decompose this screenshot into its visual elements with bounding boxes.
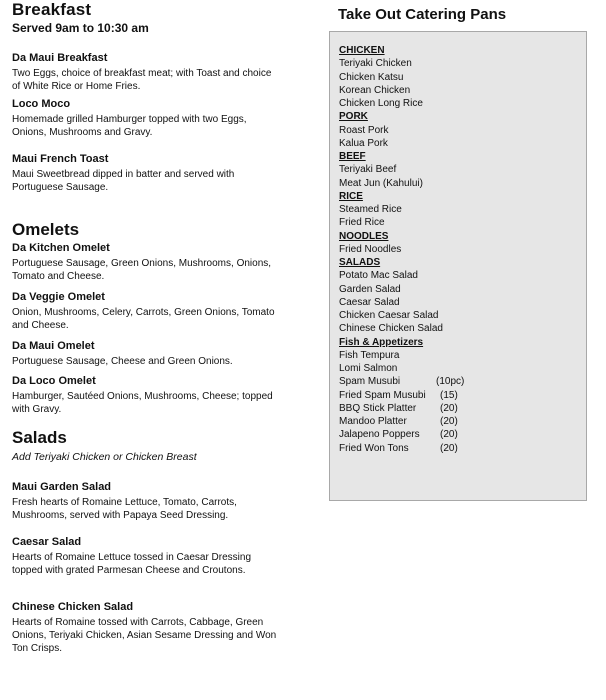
catering-item: Teriyaki Beef: [339, 164, 397, 176]
menu-item-desc: Homemade grilled Hamburger topped with two Eggs, Onions, Mushrooms and Gravy.: [12, 114, 247, 138]
catering-item: Fish Tempura: [339, 349, 400, 361]
catering-item: Meat Jun (Kahului): [339, 177, 423, 189]
menu-item-desc: Maui Sweetbread dipped in batter and served with Portuguese Sausage.: [12, 169, 235, 193]
catering-item: Kalua Pork: [339, 137, 388, 149]
menu-item-name: Maui Garden Salad: [12, 481, 112, 493]
catering-category-heading: SALADS: [339, 257, 381, 268]
catering-item-quantity: (20): [440, 442, 458, 454]
catering-item: Teriyaki Chicken: [339, 58, 412, 70]
catering-item: Fried Spam Musubi: [339, 389, 426, 401]
menu-item-desc: Hearts of Romaine Lettuce tossed in Caesar Dressing topped with grated Parmesan Cheese and Croutons.: [12, 552, 252, 576]
catering-category-heading: RICE: [339, 190, 363, 202]
catering-item: Fried Noodles: [339, 243, 402, 255]
catering-item: Caesar Salad: [339, 296, 400, 308]
catering-item: Fried Won Tons: [339, 442, 409, 454]
menu-item-name: Da Loco Omelet: [12, 375, 96, 387]
menu-item-name: Da Maui Omelet: [12, 340, 95, 352]
catering-item: Fried Rice: [339, 217, 385, 229]
catering-panel: [329, 31, 587, 501]
menu-item-desc: Portuguese Sausage, Cheese and Green Onions.: [12, 356, 233, 367]
catering-item-quantity: (20): [440, 416, 458, 427]
menu-item-desc: Two Eggs, choice of breakfast meat; with Toast and choice of White Rice or Home Fries.: [12, 68, 272, 92]
catering-item: Steamed Rice: [339, 204, 402, 215]
catering-category-heading: Fish & Appetizers: [339, 336, 424, 348]
catering-item: Lomi Salmon: [339, 363, 398, 374]
catering-item: Chicken Katsu: [339, 71, 404, 83]
salads-title: Salads: [12, 428, 67, 447]
catering-item: Spam Musubi: [339, 376, 401, 388]
catering-item: Korean Chicken: [339, 84, 411, 96]
catering-category-heading: PORK: [339, 111, 368, 123]
menu-item-name: Da Kitchen Omelet: [12, 242, 110, 254]
catering-title: Take Out Catering Pans: [338, 6, 507, 23]
breakfast-served-hours: Served 9am to 10:30 am: [12, 21, 149, 35]
menu-item-name: Chinese Chicken Salad: [12, 601, 134, 613]
catering-item: Jalapeno Poppers: [339, 429, 420, 441]
menu-item-desc: Portuguese Sausage, Green Onions, Mushrooms, Onions, Tomato and Cheese.: [12, 258, 272, 282]
breakfast-title: Breakfast: [12, 0, 92, 19]
catering-category-heading: BEEF: [339, 151, 366, 162]
menu-item-name: Loco Moco: [12, 98, 71, 110]
catering-item: Potato Mac Salad: [339, 270, 418, 282]
catering-item: BBQ Stick Platter: [339, 402, 417, 414]
catering-item-quantity: (10pc): [436, 376, 465, 388]
menu-item-desc: Fresh hearts of Romaine Lettuce, Tomato, Carrots, Mushrooms, served with Papaya Seed Dressing.: [12, 497, 237, 521]
catering-item: Garden Salad: [339, 283, 401, 295]
menu-item-desc: Hamburger, Sautéed Onions, Mushrooms, Cheese; topped with Gravy.: [12, 391, 273, 415]
catering-category-heading: CHICKEN: [339, 45, 385, 56]
catering-item: Mandoo Platter: [339, 416, 407, 427]
catering-item: Roast Pork: [339, 124, 389, 136]
catering-item: Chicken Caesar Salad: [339, 310, 439, 321]
catering-item: Chicken Long Rice: [339, 98, 423, 109]
catering-category-heading: NOODLES: [339, 230, 389, 242]
menu-item-name: Da Maui Breakfast: [12, 52, 108, 64]
catering-item-quantity: (20): [440, 429, 458, 441]
menu-item-name: Caesar Salad: [12, 536, 82, 548]
menu-item-name: Da Veggie Omelet: [12, 291, 105, 303]
menu-item-desc: Hearts of Romaine tossed with Carrots, Cabbage, Green Onions, Teriyaki Chicken, Asian Sesame Dressing and Won Ton Crisps.: [12, 617, 277, 654]
catering-item-quantity: (15): [440, 389, 458, 401]
catering-item-quantity: (20): [440, 402, 458, 414]
omelets-title: Omelets: [12, 220, 80, 239]
menu-item-name: Maui French Toast: [12, 153, 109, 165]
menu-item-desc: Onion, Mushrooms, Celery, Carrots, Green Onions, Tomato and Cheese.: [12, 307, 275, 331]
salads-note: Add Teriyaki Chicken or Chicken Breast: [12, 451, 197, 463]
catering-item: Chinese Chicken Salad: [339, 323, 443, 335]
